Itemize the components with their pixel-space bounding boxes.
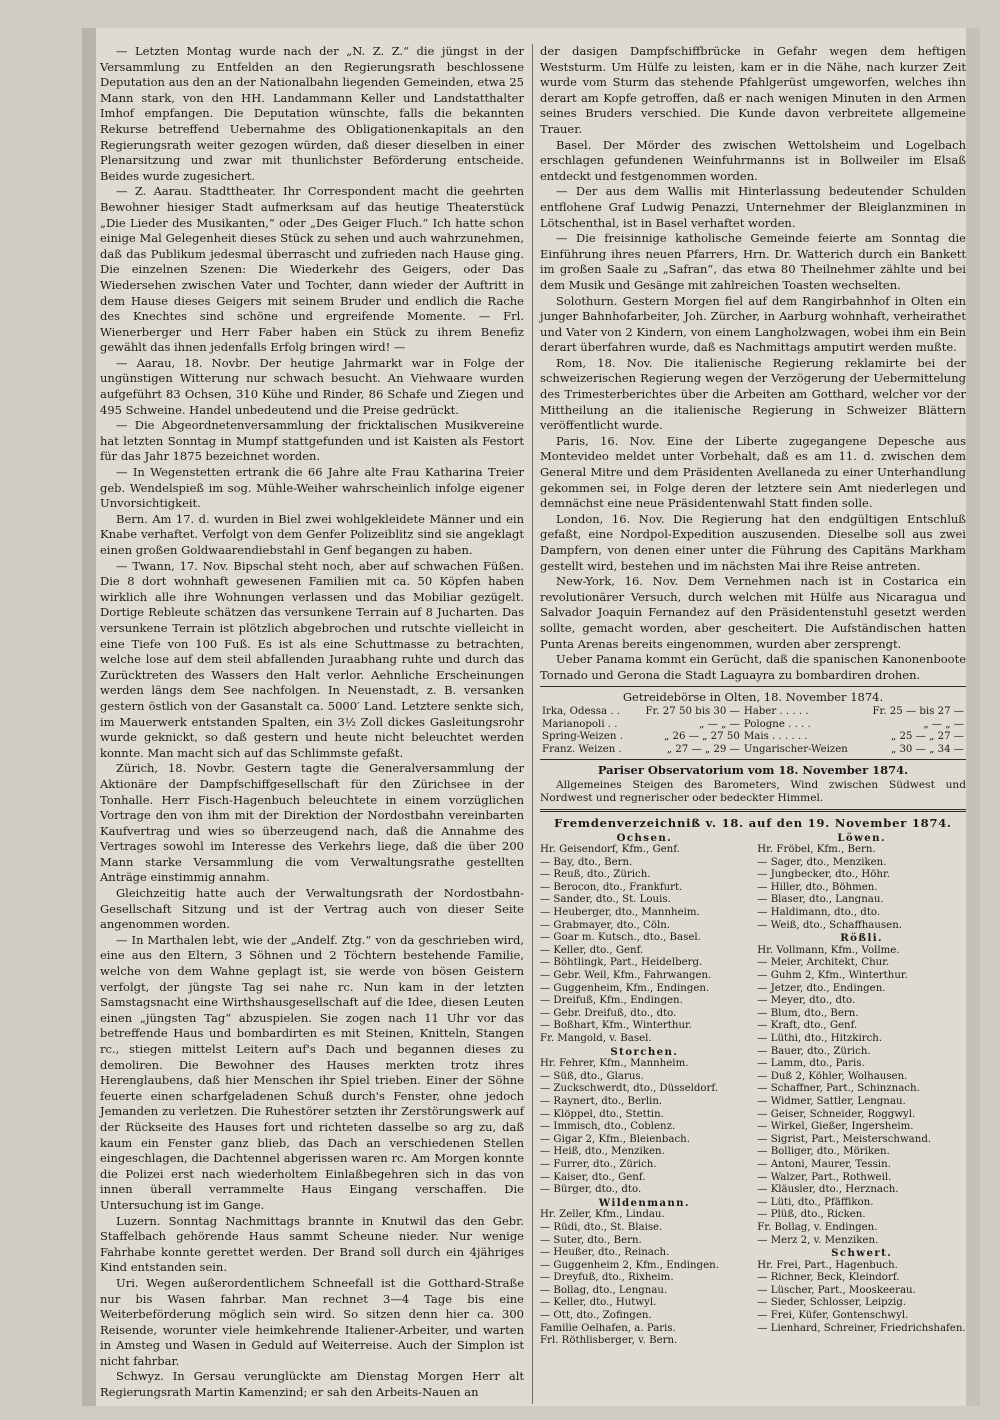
article-basel: Basel. Der Mörder des zwischen Wettolsheim und Logelbach erschlagen gefundenen Weinfuhrmanns ist in Bollweiler im Elsaß entdeckt und festgenommen worden.: [540, 137, 966, 183]
guest-entry: — Berocon, dto., Frankfurt.: [540, 881, 683, 893]
grain-price: Fr. 25 — bis 27 —: [872, 705, 964, 717]
guest-entry: — Sieder, Schlosser, Leipzig.: [757, 1297, 907, 1309]
guest-entry: — Boßhart, Kfm., Winterthur.: [540, 1020, 692, 1032]
article-london: London, 16. Nov. Die Regierung hat den endgültigen Entschluß gefaßt, eine Nordpol-Expedition auszusenden. Dieselbe soll aus zwei Dampfern, von denen einer unter die Führung des Capitäns Markham gestellt wird, bestehen und im nächsten Mai ihre Reise antreten.: [540, 511, 966, 573]
guest-entry: — Bauer, dto., Zürich.: [757, 1045, 871, 1057]
guest-entry: Fr. Mangold, v. Basel.: [540, 1033, 652, 1044]
guest-entry: — Keller, dto., Hutwyl.: [540, 1297, 657, 1309]
guest-entry: — Gigar 2, Kfm., Bleienbach.: [540, 1133, 690, 1145]
grain-name: Pologne . . . .: [743, 718, 811, 730]
guest-entry: — Heuberger, dto., Mannheim.: [540, 907, 700, 919]
guest-entry: — Heußer, dto., Reinach.: [540, 1247, 670, 1259]
guest-entry: — Meyer, dto., dto.: [757, 995, 856, 1007]
guest-entry: Hr. Zeller, Kfm., Lindau.: [540, 1209, 665, 1221]
guest-entry: — Reuß, dto., Zürich.: [540, 869, 651, 881]
article-solothurn: Solothurn. Gestern Morgen fiel auf dem Rangirbahnhof in Olten ein junger Bahnhofarbeiter, Joh. Zürcher, in Aarburg wohnhaft, verheirathet und Vater von 2 Kindern, von einem Langholzwagen, wobei ihm ein Bein derart überfahren wurde, daß es Nachmittags amputirt werden mußte.: [540, 293, 966, 355]
grain-name: Mais . . . . . .: [743, 731, 808, 743]
grain-name: Spring-Weizen .: [542, 731, 623, 743]
guest-entry: — Bürger, dto., dto.: [540, 1184, 642, 1196]
guest-entry: — Guggenheim, Kfm., Endingen.: [540, 982, 710, 994]
guest-entry: — Lamm, dto., Paris.: [757, 1058, 865, 1070]
guest-entry: — Dreifuß, Kfm., Endingen.: [540, 995, 683, 1007]
observatorium-title: Pariser Observatorium vom 18. November 1874.: [597, 763, 909, 778]
guest-entry: Familie Oelhafen, a. Paris.: [540, 1322, 676, 1334]
grain-price: Fr. 27 50 bis 30 —: [645, 705, 740, 717]
guest-entry: — Walzer, Part., Rothweil.: [757, 1171, 892, 1183]
article-basel-gemeinde: — Die freisinnige katholische Gemeinde feierte am Sonntag die Einführung ihres neuen Pfarrers, Hrn. Dr. Watterich durch ein Bankett im großen Saale zu „Safran“, das etwa 80 Theilnehmer zählte und bei dem Musik und Gesänge mit zahlreichen Toasten wechselten.: [540, 231, 966, 292]
hotel-heading: Ochsen.: [616, 831, 673, 844]
grain-price: „ 30 — „ 34 —: [890, 743, 964, 755]
guest-entry: — Blaser, dto., Langnau.: [757, 894, 884, 906]
getreideboerse-title: Getreidebörse in Olten, 18. November 1874.: [622, 690, 884, 705]
guest-entry: — Rüdi, dto., St. Blaise.: [540, 1221, 663, 1233]
grain-name: Irka, Odessa . .: [542, 705, 621, 717]
guest-entry: — Kläusler, dto., Herznach.: [757, 1184, 899, 1196]
guest-entry: — Wirkel, Gießer, Ingersheim.: [757, 1121, 914, 1133]
guest-entry: — Haldimann, dto., dto.: [757, 907, 881, 919]
guest-entry: — Blum, dto., Bern.: [757, 1007, 859, 1019]
guest-entry: — Immisch, dto., Coblenz.: [540, 1121, 676, 1133]
guest-entry: — Sager, dto., Menziken.: [757, 856, 887, 868]
guest-entry: — Ott, dto., Zofingen.: [540, 1310, 652, 1322]
guest-entry: — Jungbecker, dto., Höhr.: [757, 869, 890, 881]
page-edge-left: [82, 28, 96, 1406]
grain-price: „ 26 — „ 27 50: [663, 731, 740, 743]
guest-entry: — Geiser, Schneider, Roggwyl.: [757, 1108, 916, 1120]
article-marthalen: — In Marthalen lebt, wie der „Andelf. Ztg.“ von da geschrieben wird, eine aus den Eltern, 3 Söhnen und 2 Töchtern bestehende Familie, welche von dem Wahne geplagt ist, sie werde von bösen Geistern verfolgt, der jüngste Tag sei nahe rc. Nun kam in der letzten Samstagsnacht eine Wirthshausgesellschaft auf die Idee, diesen Leuten einen „jüngsten Tag“ abzuspielen. Sie zogen nach 11 Uhr vor das betreffende Haus und bombardirten es mit Steinen, Knitteln, Stangen rc., stiegen mittelst Leitern auf's Dach und begannen dieses zu demoliren. Die Bewohner des Hauses merkten trotz ihres Herenglaubens, daß hier Menschen ihr Spiel trieben. Einer der Söhne feuerte einen scharfgeladenen Schuß durch's Fenster, ohne jedoch Jemanden zu verletzen. Die Ruhestörer setzten ihr Zerstörungswerk auf der Rückseite des Hauses fort und richteten dasselbe so arg zu, daß kaum ein Fenster ganz blieb, das Dach an verschiedenen Stellen eingeschlagen, die Dachtennel abgerissen waren rc. Am Morgen konnte die Polizei erst nach wiederholtem Einlaßbegehren sich in das von innen überall verrammelte Haus Eingang verschaffen. Die Untersuchung ist im Gange.: [100, 932, 524, 1212]
guest-entry: — Goar m. Kutsch., dto., Basel.: [540, 932, 701, 944]
guest-entry: — Raynert, dto., Berlin.: [540, 1095, 663, 1107]
guest-entry: — Lüthi, dto., Hitzkirch.: [757, 1033, 883, 1044]
hotel-column-left: [540, 832, 749, 1348]
grain-price: „ 25 — „ 27 —: [890, 731, 964, 743]
article-paris: Paris, 16. Nov. Eine der Liberte zugegangene Depesche aus Montevideo meldet unter Vorbehalt, daß es am 11. d. zwischen dem General Mitre und dem Präsidenten Avellaneda zu einer Unterhandlung gekommen sei, in Folge deren der letztere sein Amt niederlegen und demnächst eine neue Präsidentenwahl Statt finden solle.: [540, 433, 966, 511]
hotel-heading: Löwen.: [837, 831, 886, 844]
guest-entry: Hr. Fehrer, Kfm., Mannheim.: [540, 1058, 689, 1070]
fremdenverzeichnis: [540, 832, 966, 1348]
article-zuerich: Zürich, 18. Novbr. Gestern tagte die Generalversammlung der Aktionäre der Dampfschiffgesellschaft für den Zürichsee in der Tonhalle. Herr Fisch-Hagenbuch beleuchtete in einem vorzüglichen Vortrage den von ihm mit der Direktion der Nordostbahn vereinbarten Kaufvertrag und wies so überzeugend nach, daß die Annahme des Vertrages sowohl im Interesse des Verkehrs liege, daß die über 200 Mann starke Versammlung die vom Verwaltungsrathe gestellten Anträge einstimmig annahm.: [100, 761, 524, 885]
observatorium-text: Allgemeines Steigen des Barometers, Wind zwischen Südwest und Nordwest und regnerischer oder bedeckter Himmel.: [540, 778, 966, 804]
guest-entry: — Hiller, dto., Böhmen.: [757, 881, 878, 893]
article-new-york: New-York, 16. Nov. Dem Vernehmen nach ist in Costarica ein revolutionärer Versuch, durch welchen mit Hülfe aus Nicaragua und Salvador Joaquin Fernandez auf den Präsidentenstuhl gesetzt werden sollte, gemacht worden, aber gescheitert. Die Aufständischen hatten Punta Arenas bereits eingenommen, wurden aber zersprengt.: [540, 574, 966, 651]
guest-entry: — Richner, Beck, Kleindorf.: [757, 1272, 900, 1284]
hotel-heading: Wildenmann.: [598, 1196, 690, 1209]
guest-entry: — Schaffner, Part., Schinznach.: [757, 1083, 920, 1095]
article-nzz-deputation: — Letzten Montag wurde nach der „N. Z. Z.“ die jüngst in der Versammlung zu Entfelden an den Regierungsrath beschlossene Deputation aus den an der Nationalbahn liegenden Gemeinden, etwa 25 Mann stark, von den HH. Landammann Keller und Landstatthalter Imhof empfangen. Die Deputation wünschte, falls die bekannten Rekurse betreffend Uebernahme des Obligationenkapitals an den Regierungsrath weiter gezogen würden, daß dieser dieselben in einer Plenarsitzung und zwar mit thunlichster Beförderung entscheide. Beides wurde zugesichert.: [100, 44, 524, 183]
guest-entry: — Widmer, Sattler, Lengnau.: [757, 1095, 906, 1107]
guest-entry: — Antoni, Maurer, Tessin.: [757, 1158, 891, 1170]
guest-entry: — Grabmayer, dto., Cöln.: [540, 919, 671, 931]
fremdenverzeichnis-title: Fremdenverzeichniß v. 18. auf den 19. November 1874.: [554, 815, 952, 830]
guest-entry: — Guggenheim 2, Kfm., Endingen.: [540, 1259, 719, 1271]
article-rom: Rom, 18. Nov. Die italienische Regierung reklamirte bei der schweizerischen Regierung wegen der Verzögerung der Uebermittelung des Trimesterberichtes über die Arbeiten am Gotthard, welcher vor der Mittheilung an die italienische Regierung in Schweizer Blättern veröffentlicht wurde.: [540, 355, 966, 433]
guest-entry: — Bay, dto., Bern.: [540, 856, 633, 868]
article-schwyz: Schwyz. In Gersau verunglückte am Dienstag Morgen Herr alt Regierungsrath Martin Kamenzind; er sah den Arbeits-Nauen an: [100, 1369, 524, 1400]
grain-name: Ungarischer-Weizen: [743, 743, 848, 755]
guest-entry: — Dreyfuß, dto., Rixheim.: [540, 1272, 674, 1284]
guest-entry: — Furrer, dto., Zürich.: [540, 1158, 657, 1170]
guest-entry: Frl. Röthlisberger, v. Bern.: [540, 1335, 678, 1347]
guest-entry: — Jetzer, dto., Endingen.: [757, 982, 886, 994]
guest-entry: — Sigrist, Part., Meisterschwand.: [757, 1133, 932, 1145]
guest-entry: — Weiß, dto., Schaffhausen.: [757, 919, 902, 931]
grain-name: Franz. Weizen .: [542, 743, 622, 755]
guest-entry: — Frei, Küfer, Gontenschwyl.: [757, 1310, 909, 1322]
grain-price: „ 27 — „ 29 —: [666, 743, 740, 755]
grain-price: „ — „ —: [699, 718, 740, 730]
section-divider: [540, 686, 966, 687]
article-wegenstetten: — In Wegenstetten ertrank die 66 Jahre alte Frau Katharina Treier geb. Wendelspieß im sog. Mühle-Weiher wahrscheinlich infolge eigener Unvorsichtigkeit.: [100, 465, 524, 511]
guest-entry: — Klöppel, dto., Stettin.: [540, 1108, 664, 1120]
guest-entry: — Lüti, dto., Pfäffikon.: [757, 1196, 874, 1208]
column-divider: [532, 44, 533, 1404]
article-column-left: [100, 44, 524, 1401]
article-musikvereine: — Die Abgeordnetenversammlung der fricktalischen Musikvereine hat letzten Sonntag in Mumpf stattgefunden und ist Kaisten als Festort für das Jahr 1875 bezeichnet worden.: [100, 418, 524, 464]
article-panama: Ueber Panama kommt ein Gerücht, daß die spanischen Kanonenboote Tornado und Gerona die Stadt Laguayra zu bombardiren drohen.: [540, 652, 966, 682]
guest-entry: Hr. Frei, Part., Hagenbuch.: [757, 1259, 898, 1271]
hotel-heading: Schwert.: [831, 1247, 893, 1260]
hotel-heading: Storchen.: [610, 1045, 679, 1058]
guest-entry: — Gebr. Weil, Kfm., Fahrwangen.: [540, 970, 712, 982]
hotel-heading: Rößli.: [840, 932, 883, 945]
guest-entry: — Gebr. Dreifuß, dto., dto.: [540, 1007, 677, 1019]
section-divider: [540, 759, 966, 760]
guest-entry: — Sander, dto., St. Louis.: [540, 894, 671, 906]
article-twann: — Twann, 17. Nov. Bipschal steht noch, aber auf schwachen Füßen. Die 8 dort wohnhaft gewesenen Familien mit ca. 50 Köpfen haben wirklich alle ihre Wohnungen verlassen und das Mobiliar gezügelt. Dortige Rebleute schätzen das versunkene Terrain auf 8 Jucharten. Das versunkene Terrain ist plötzlich abgebrochen und rutschte vielleicht in eine Tiefe von 100 Fuß. Es ist als eine Schuttmasse zu betrachten, welche lose auf dem steil abfallenden Juraabhang ruhte und durch das Zurücktreten des Wassers den Halt verlor. Aehnliche Erscheinungen werden längs dem See nachfolgen. In Neuenstadt, z. B. versanken gestern östlich von der Gasanstalt ca. 5000′ Land. Letztere senkte sich, im Mauerwerk entstanden Spalten, ein 3½ Zoll dickes Gasleitungsrohr wurde geknickt, so daß gestern und heute nicht beleuchtet werden konnte. Man macht sich auf das Schlimmste gefaßt.: [100, 558, 524, 760]
guest-entry: — Bollag, dto., Lengnau.: [540, 1284, 668, 1296]
article-bern: Bern. Am 17. d. wurden in Biel zwei wohlgekleidete Männer und ein Knabe verhaftet. Verfolgt von dem Genfer Polizeiblitz sind sie angeklagt einen großen Goldwaarendiebstahl in Genf begangen zu haben.: [100, 511, 524, 557]
grain-name: Marianopoli . .: [542, 718, 618, 730]
guest-entry: — Zuckschwerdt, dto., Düsseldorf.: [540, 1083, 719, 1095]
getreideboerse-table: [540, 706, 966, 756]
guest-entry: — Kraft, dto., Genf.: [757, 1020, 858, 1032]
article-uri: Uri. Wegen außerordentlichem Schneefall ist die Gotthard-Straße nur bis Wasen fahrbar. Man rechnet 3—4 Tage bis eine Weiterbeförderung möglich sein wird. So sitzen denn hier ca. 300 Reisende, worunter viele heimkehrende Italiener-Arbeiter, und warten in Amsteg und Wasen in Geduld auf Weiterreise. Auch der Simplon ist nicht fahrbar.: [100, 1275, 524, 1368]
grain-name: Haber . . . . .: [743, 705, 809, 717]
grain-price: „ — „ —: [923, 718, 964, 730]
guest-entry: — Böhtlingk, Part., Heidelberg.: [540, 957, 703, 969]
guest-entry: — Lüscher, Part., Mooskeerau.: [757, 1284, 916, 1296]
guest-entry: — Bolliger, dto., Möriken.: [757, 1146, 890, 1158]
guest-entry: Hr. Vollmann, Kfm., Vollme.: [757, 944, 900, 956]
guest-entry: — Heiß, dto., Menziken.: [540, 1146, 665, 1158]
guest-entry: — Guhm 2, Kfm., Winterthur.: [757, 970, 908, 982]
article-luzern: Luzern. Sonntag Nachmittags brannte in Knutwil das den Gebr. Staffelbach gehörende Haus sammt Scheune nieder. Nur wenige Fahrhabe konnte gerettet werden. Der Brand soll durch ein 4jähriges Kind entstanden sein.: [100, 1213, 524, 1275]
guest-entry: — Plüß, dto., Ricken.: [757, 1209, 866, 1221]
table-row: [540, 706, 966, 719]
guest-entry: Hr. Fröbel, Kfm., Bern.: [757, 844, 876, 856]
article-schwyz-continued: der dasigen Dampfschiffbrücke in Gefahr wegen dem heftigen Weststurm. Um Hülfe zu leisten, kam er in die Nähe, nach kurzer Zeit wurde vom Sturm das stehende Pfahlgerüst umgeworfen, welches ihn derart am Kopfe getroffen, daß er nach wenigen Minuten in den Armen seines Bruders verschied. Die Kunde davon verbreitete allgemeine Trauer.: [540, 44, 966, 136]
article-basel-penazzi: — Der aus dem Wallis mit Hinterlassung bedeutender Schulden entflohene Graf Ludwig Penazzi, Unternehmer der Bleiglanzminen in Lötschenthal, ist in Basel verhaftet worden.: [540, 184, 966, 230]
table-row: [540, 744, 966, 757]
guest-entry: — Kaiser, dto., Genf.: [540, 1171, 646, 1183]
guest-entry: — Süß, dto., Glarus.: [540, 1070, 644, 1082]
article-aarau-stadttheater: — Z. Aarau. Stadttheater. Ihr Correspondent macht die geehrten Bewohner hiesiger Stadt aufmerksam auf das heutige Theaterstück „Die Lieder des Musikanten,“ oder „Des Geiger Fluch.“ Ich hatte schon einige Mal Gelegenheit dieses Stück zu sehen und auch wahrzunehmen, daß das Publikum jedesmal überrascht und zufrieden nach Hause ging. Die einzelnen Szenen: Die Wiederkehr des Geigers, oder Das Wiedersehen zwischen Vater und Tochter, dann wieder der Auftritt in dem Hause dieses Geigers mit seinem Bruder und endlich die Rache des Knechtes sind schöne und ergreifende Momente. — Frl. Wienerberger und Herr Faber haben ein Stück zu ihrem Benefiz gewählt das ihnen jedenfalls Erfolg bringen wird! —: [100, 184, 524, 355]
table-row: [540, 719, 966, 732]
guest-entry: — Lienhard, Schreiner, Friedrichshafen.: [757, 1322, 966, 1334]
guest-entry: — Keller, dto., Genf.: [540, 944, 644, 956]
guest-entry: Hr. Geisendorf, Kfm., Genf.: [540, 844, 680, 856]
article-nordostbahn: Gleichzeitig hatte auch der Verwaltungsrath der Nordostbahn-Gesellschaft Sitzung und ist der Vertrag auch von dieser Seite angenommen worden.: [100, 886, 524, 932]
table-row: [540, 731, 966, 744]
guest-entry: Fr. Bollag, v. Endingen.: [757, 1221, 878, 1233]
section-divider: [540, 809, 966, 812]
guest-entry: — Suter, dto., Bern.: [540, 1234, 642, 1246]
guest-entry: — Duß 2, Köhler, Wolhausen.: [757, 1070, 908, 1082]
article-aarau-jahrmarkt: — Aarau, 18. Novbr. Der heutige Jahrmarkt war in Folge der ungünstigen Witterung nur schwach besucht. An Viehwaare wurden aufgeführt 83 Ochsen, 310 Kühe und Rinder, 86 Schafe und Ziegen und 495 Schweine. Handel unbedeutend und die Preise gedrückt.: [100, 355, 524, 417]
guest-entry: — Merz 2, v. Menziken.: [757, 1234, 879, 1246]
page-edge-right: [966, 28, 980, 1406]
hotel-column-right: [757, 832, 966, 1348]
guest-entry: — Meier, Architekt, Chur.: [757, 957, 890, 969]
article-column-right: [540, 44, 966, 1348]
